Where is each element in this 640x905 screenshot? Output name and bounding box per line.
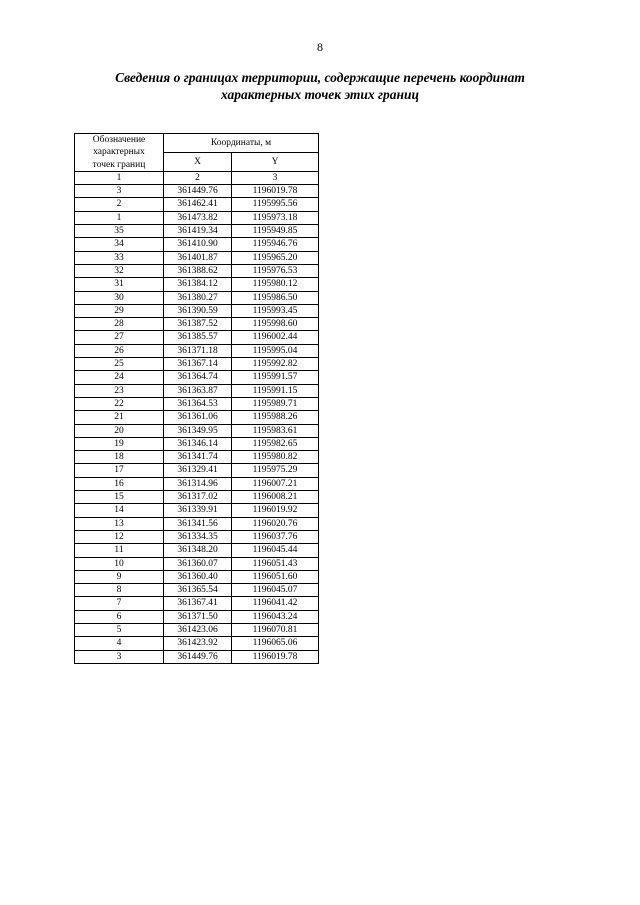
point-designation-header <box>75 134 164 172</box>
point-number-cell: 6 <box>75 610 164 623</box>
table-row <box>75 530 319 543</box>
x-coordinate-cell: 361387.52 <box>164 318 232 331</box>
x-coordinate-cell: 361364.74 <box>164 371 232 384</box>
point-number-cell: 2 <box>75 198 164 211</box>
x-coordinate-cell: 361380.27 <box>164 291 232 304</box>
x-coordinate-cell: 361410.90 <box>164 238 232 251</box>
y-coordinate-cell: 1196019.78 <box>232 650 319 663</box>
x-coordinate-cell: 361314.96 <box>164 477 232 490</box>
y-coordinate-cell: 1195989.71 <box>232 397 319 410</box>
x-coordinate-cell: 361360.07 <box>164 557 232 570</box>
table-row <box>75 251 319 264</box>
point-number-cell: 9 <box>75 570 164 583</box>
table-row <box>75 464 319 477</box>
y-coordinate-cell: 1195992.82 <box>232 358 319 371</box>
x-coordinate-cell: 361390.59 <box>164 304 232 317</box>
x-coordinate-cell: 361388.62 <box>164 264 232 277</box>
table-row <box>75 570 319 583</box>
y-coordinate-cell: 1196051.43 <box>232 557 319 570</box>
point-number-cell: 28 <box>75 318 164 331</box>
y-coordinate-cell: 1196020.76 <box>232 517 319 530</box>
y-coordinate-cell: 1195993.45 <box>232 304 319 317</box>
point-number-cell: 30 <box>75 291 164 304</box>
y-coordinate-cell: 1195995.04 <box>232 344 319 357</box>
table-row <box>75 597 319 610</box>
x-coordinate-cell: 361462.41 <box>164 198 232 211</box>
point-number-cell: 22 <box>75 397 164 410</box>
point-number-cell: 26 <box>75 344 164 357</box>
column-number: 2 <box>164 171 232 184</box>
table-row <box>75 650 319 663</box>
document-title-line-1: Сведения о границах территории, содержащие перечень координат <box>115 70 525 85</box>
table-row <box>75 264 319 277</box>
y-coordinate-cell: 1195973.18 <box>232 211 319 224</box>
table-row <box>75 304 319 317</box>
coordinates-table <box>74 133 319 664</box>
point-number-cell: 8 <box>75 584 164 597</box>
coordinates-header: Координаты, м <box>164 134 319 153</box>
point-number-cell: 5 <box>75 623 164 636</box>
y-coordinate-cell: 1196045.44 <box>232 544 319 557</box>
point-number-cell: 20 <box>75 424 164 437</box>
point-designation-header-line: Обозначение <box>92 135 146 145</box>
x-coordinate-cell: 361371.18 <box>164 344 232 357</box>
y-coordinate-cell: 1195991.57 <box>232 371 319 384</box>
x-coordinate-cell: 361363.87 <box>164 384 232 397</box>
table-row <box>75 198 319 211</box>
table-row <box>75 238 319 251</box>
y-coordinate-cell: 1196065.06 <box>232 637 319 650</box>
point-number-cell: 18 <box>75 451 164 464</box>
point-number-cell: 15 <box>75 491 164 504</box>
table-row <box>75 477 319 490</box>
y-coordinate-cell: 1195949.85 <box>232 225 319 238</box>
y-coordinate-cell: 1196008.21 <box>232 491 319 504</box>
table-row <box>75 623 319 636</box>
point-number-cell: 3 <box>75 650 164 663</box>
point-number-cell: 14 <box>75 504 164 517</box>
x-coordinate-cell: 361401.87 <box>164 251 232 264</box>
document-title <box>0 69 640 103</box>
x-coordinate-cell: 361473.82 <box>164 211 232 224</box>
table-row <box>75 318 319 331</box>
y-coordinate-cell: 1196045.07 <box>232 584 319 597</box>
y-coordinate-cell: 1195982.65 <box>232 437 319 450</box>
x-coordinate-cell: 361317.02 <box>164 491 232 504</box>
table-row <box>75 291 319 304</box>
column-numbering-row <box>75 171 319 184</box>
column-number: 1 <box>75 171 164 184</box>
x-coordinate-cell: 361339.91 <box>164 504 232 517</box>
x-coordinate-cell: 361419.34 <box>164 225 232 238</box>
x-coordinate-cell: 361361.06 <box>164 411 232 424</box>
x-coordinate-cell: 361329.41 <box>164 464 232 477</box>
table-row <box>75 331 319 344</box>
y-coordinate-cell: 1196051.60 <box>232 570 319 583</box>
table-row <box>75 610 319 623</box>
y-coordinate-cell: 1196019.92 <box>232 504 319 517</box>
table-row <box>75 411 319 424</box>
x-coordinate-cell: 361334.35 <box>164 530 232 543</box>
point-number-cell: 33 <box>75 251 164 264</box>
x-coordinate-cell: 361371.50 <box>164 610 232 623</box>
point-number-cell: 29 <box>75 304 164 317</box>
x-coordinate-cell: 361364.53 <box>164 397 232 410</box>
point-number-cell: 13 <box>75 517 164 530</box>
point-number-cell: 10 <box>75 557 164 570</box>
page-number: 8 <box>317 40 323 54</box>
table-row <box>75 517 319 530</box>
x-coordinate-cell: 361349.95 <box>164 424 232 437</box>
y-coordinate-cell: 1195983.61 <box>232 424 319 437</box>
y-coordinate-cell: 1195998.60 <box>232 318 319 331</box>
point-number-cell: 34 <box>75 238 164 251</box>
point-designation-header-line: точек границ <box>92 159 146 170</box>
x-column-header: X <box>164 152 232 171</box>
point-number-cell: 25 <box>75 358 164 371</box>
point-number-cell: 24 <box>75 371 164 384</box>
table-row <box>75 384 319 397</box>
point-number-cell: 11 <box>75 544 164 557</box>
point-number-cell: 7 <box>75 597 164 610</box>
point-number-cell: 31 <box>75 278 164 291</box>
y-coordinate-cell: 1195965.20 <box>232 251 319 264</box>
y-coordinate-cell: 1196041.42 <box>232 597 319 610</box>
y-coordinate-cell: 1196037.76 <box>232 530 319 543</box>
y-coordinate-cell: 1195946.76 <box>232 238 319 251</box>
x-coordinate-cell: 361341.74 <box>164 451 232 464</box>
x-coordinate-cell: 361384.12 <box>164 278 232 291</box>
point-number-cell: 35 <box>75 225 164 238</box>
coordinates-table-body <box>75 185 319 664</box>
table-row <box>75 344 319 357</box>
table-row <box>75 544 319 557</box>
table-row <box>75 371 319 384</box>
table-row <box>75 557 319 570</box>
point-number-cell: 27 <box>75 331 164 344</box>
y-coordinate-cell: 1195988.26 <box>232 411 319 424</box>
point-designation-header-line: характерных <box>93 147 145 158</box>
x-coordinate-cell: 361449.76 <box>164 650 232 663</box>
x-coordinate-cell: 361341.56 <box>164 517 232 530</box>
y-coordinate-cell: 1196019.78 <box>232 185 319 198</box>
x-coordinate-cell: 361385.57 <box>164 331 232 344</box>
y-coordinate-cell: 1195991.15 <box>232 384 319 397</box>
table-row <box>75 504 319 517</box>
y-coordinate-cell: 1195975.29 <box>232 464 319 477</box>
point-number-cell: 21 <box>75 411 164 424</box>
point-number-cell: 17 <box>75 464 164 477</box>
point-number-cell: 16 <box>75 477 164 490</box>
x-coordinate-cell: 361360.40 <box>164 570 232 583</box>
y-coordinate-cell: 1196043.24 <box>232 610 319 623</box>
table-row <box>75 278 319 291</box>
y-coordinate-cell: 1196007.21 <box>232 477 319 490</box>
y-coordinate-cell: 1195976.53 <box>232 264 319 277</box>
column-number: 3 <box>232 171 319 184</box>
y-coordinate-cell: 1195980.12 <box>232 278 319 291</box>
table-row <box>75 437 319 450</box>
y-coordinate-cell: 1195986.50 <box>232 291 319 304</box>
y-coordinate-cell: 1195995.56 <box>232 198 319 211</box>
x-coordinate-cell: 361449.76 <box>164 185 232 198</box>
y-coordinate-cell: 1195980.82 <box>232 451 319 464</box>
point-number-cell: 1 <box>75 211 164 224</box>
table-row <box>75 358 319 371</box>
x-coordinate-cell: 361365.54 <box>164 584 232 597</box>
point-number-cell: 19 <box>75 437 164 450</box>
table-row <box>75 397 319 410</box>
point-number-cell: 3 <box>75 185 164 198</box>
table-row <box>75 211 319 224</box>
x-coordinate-cell: 361367.41 <box>164 597 232 610</box>
point-number-cell: 32 <box>75 264 164 277</box>
table-row <box>75 637 319 650</box>
table-row <box>75 491 319 504</box>
table-row <box>75 185 319 198</box>
point-number-cell: 12 <box>75 530 164 543</box>
table-row <box>75 451 319 464</box>
x-coordinate-cell: 361346.14 <box>164 437 232 450</box>
x-coordinate-cell: 361423.92 <box>164 637 232 650</box>
point-number-cell: 4 <box>75 637 164 650</box>
y-column-header: Y <box>232 152 319 171</box>
point-number-cell: 23 <box>75 384 164 397</box>
table-row <box>75 424 319 437</box>
y-coordinate-cell: 1196002.44 <box>232 331 319 344</box>
x-coordinate-cell: 361348.20 <box>164 544 232 557</box>
y-coordinate-cell: 1196070.81 <box>232 623 319 636</box>
table-row <box>75 225 319 238</box>
x-coordinate-cell: 361367.14 <box>164 358 232 371</box>
table-row <box>75 584 319 597</box>
x-coordinate-cell: 361423.06 <box>164 623 232 636</box>
document-title-line-2: характерных точек этих границ <box>220 87 420 102</box>
